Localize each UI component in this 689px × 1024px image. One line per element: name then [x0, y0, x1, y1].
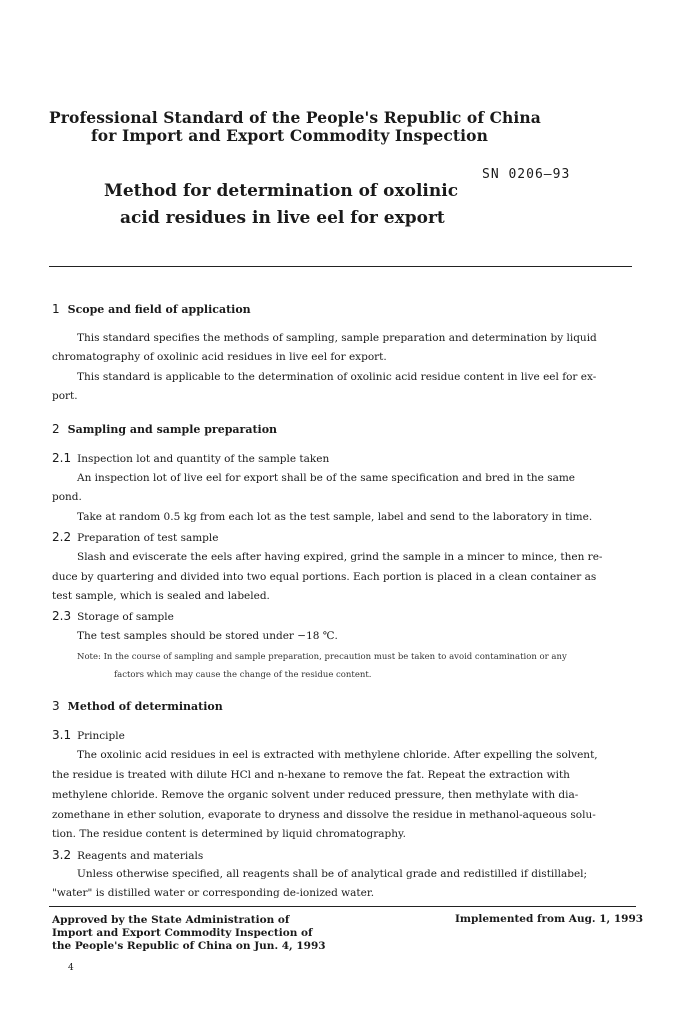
standard-code: SN 0206—93 [482, 167, 571, 182]
subsection-3-2-number: 3.2 [52, 848, 72, 862]
subsection-3-1-title: Principle [77, 730, 125, 742]
s21-para2: Take at random 0.5 kg from each lot as the test sample, label and send to the laboratory in time. [77, 511, 593, 523]
section-2-title: Sampling and sample preparation [67, 423, 278, 436]
section-2-number: 2 [52, 422, 60, 436]
s21-para1-line1: An inspection lot of live eel for export shall be of the same specification and bred in the same [77, 472, 576, 484]
publisher-line-2: for Import and Export Commodity Inspection [91, 126, 488, 145]
implemented-date: Implemented from Aug. 1, 1993 [455, 913, 644, 925]
subsection-2-1-title: Inspection lot and quantity of the sample taken [77, 453, 330, 465]
section-3-title: Method of determination [67, 700, 223, 713]
section-1-number: 1 [52, 302, 60, 316]
s21-para1-line2: pond. [52, 491, 82, 503]
subsection-2-2-title: Preparation of test sample [77, 532, 219, 544]
subsection-2-3-title: Storage of sample [77, 611, 174, 623]
subsection-3-2-heading [52, 848, 203, 862]
s1-para1-line2: chromatography of oxolinic acid residues in live eel for export. [52, 351, 387, 363]
page-number: 4 [68, 963, 74, 973]
section-1-heading [52, 302, 251, 316]
title-divider [49, 266, 632, 267]
section-2-heading [52, 422, 277, 436]
approved-line-2: Import and Export Commodity Inspection of [52, 927, 313, 939]
s1-para2-line1: This standard is applicable to the determination of oxolinic acid residue content in live eel for ex- [77, 371, 597, 383]
subsection-3-1-heading [52, 728, 125, 742]
s31-para-line2: the residue is treated with dilute HCl and n-hexane to remove the fat. Repeat the extraction with [52, 769, 570, 781]
approved-line-3: the People's Republic of China on Jun. 4, 1993 [52, 940, 326, 952]
subsection-2-1-number: 2.1 [52, 451, 72, 465]
s31-para-line1: The oxolinic acid residues in eel is extracted with methylene chloride. After expelling the solvent, [77, 749, 598, 761]
s1-para1-line1: This standard specifies the methods of sampling, sample preparation and determination by liquid [77, 332, 597, 344]
footer-divider [49, 906, 636, 907]
s1-para2-line2: port. [52, 390, 78, 402]
publisher-line-1: Professional Standard of the People's Republic of China [49, 108, 541, 127]
s31-para-line3: methylene chloride. Remove the organic solvent under reduced pressure, then methylate with dia- [52, 789, 579, 801]
section-1-title: Scope and field of application [67, 303, 251, 316]
subsection-2-3-heading [52, 609, 174, 623]
s23-para: The test samples should be stored under −18 ℃. [77, 630, 338, 642]
s22-para-line3: test sample, which is sealed and labeled. [52, 590, 270, 602]
document-title-line-1: Method for determination of oxolinic [104, 181, 459, 201]
s32-para-line2: "water" is distilled water or corresponding de-ionized water. [52, 887, 375, 899]
subsection-3-1-number: 3.1 [52, 728, 72, 742]
section-3-heading [52, 699, 223, 713]
subsection-2-2-number: 2.2 [52, 530, 72, 544]
subsection-3-2-title: Reagents and materials [77, 850, 204, 862]
s22-para-line2: duce by quartering and divided into two equal portions. Each portion is placed in a clean container as [52, 571, 597, 583]
document-title-line-2: acid residues in live eel for export [120, 208, 445, 228]
note-line-2: factors which may cause the change of the residue content. [114, 670, 372, 680]
section-3-number: 3 [52, 699, 60, 713]
subsection-2-2-heading [52, 530, 218, 544]
s32-para-line1: Unless otherwise specified, all reagents shall be of analytical grade and redistilled if distillabel; [77, 868, 588, 880]
subsection-2-3-number: 2.3 [52, 609, 72, 623]
s31-para-line4: zomethane in ether solution, evaporate to dryness and dissolve the residue in methanol-aqueous solu- [52, 809, 596, 821]
subsection-2-1-heading [52, 451, 329, 465]
approved-line-1: Approved by the State Administration of [52, 914, 290, 926]
s22-para-line1: Slash and eviscerate the eels after having expired, grind the sample in a mincer to mince, then re- [77, 551, 603, 563]
s31-para-line5: tion. The residue content is determined by liquid chromatography. [52, 828, 406, 840]
note-line-1: Note: In the course of sampling and sample preparation, precaution must be taken to avoid contamination or any [77, 652, 567, 662]
